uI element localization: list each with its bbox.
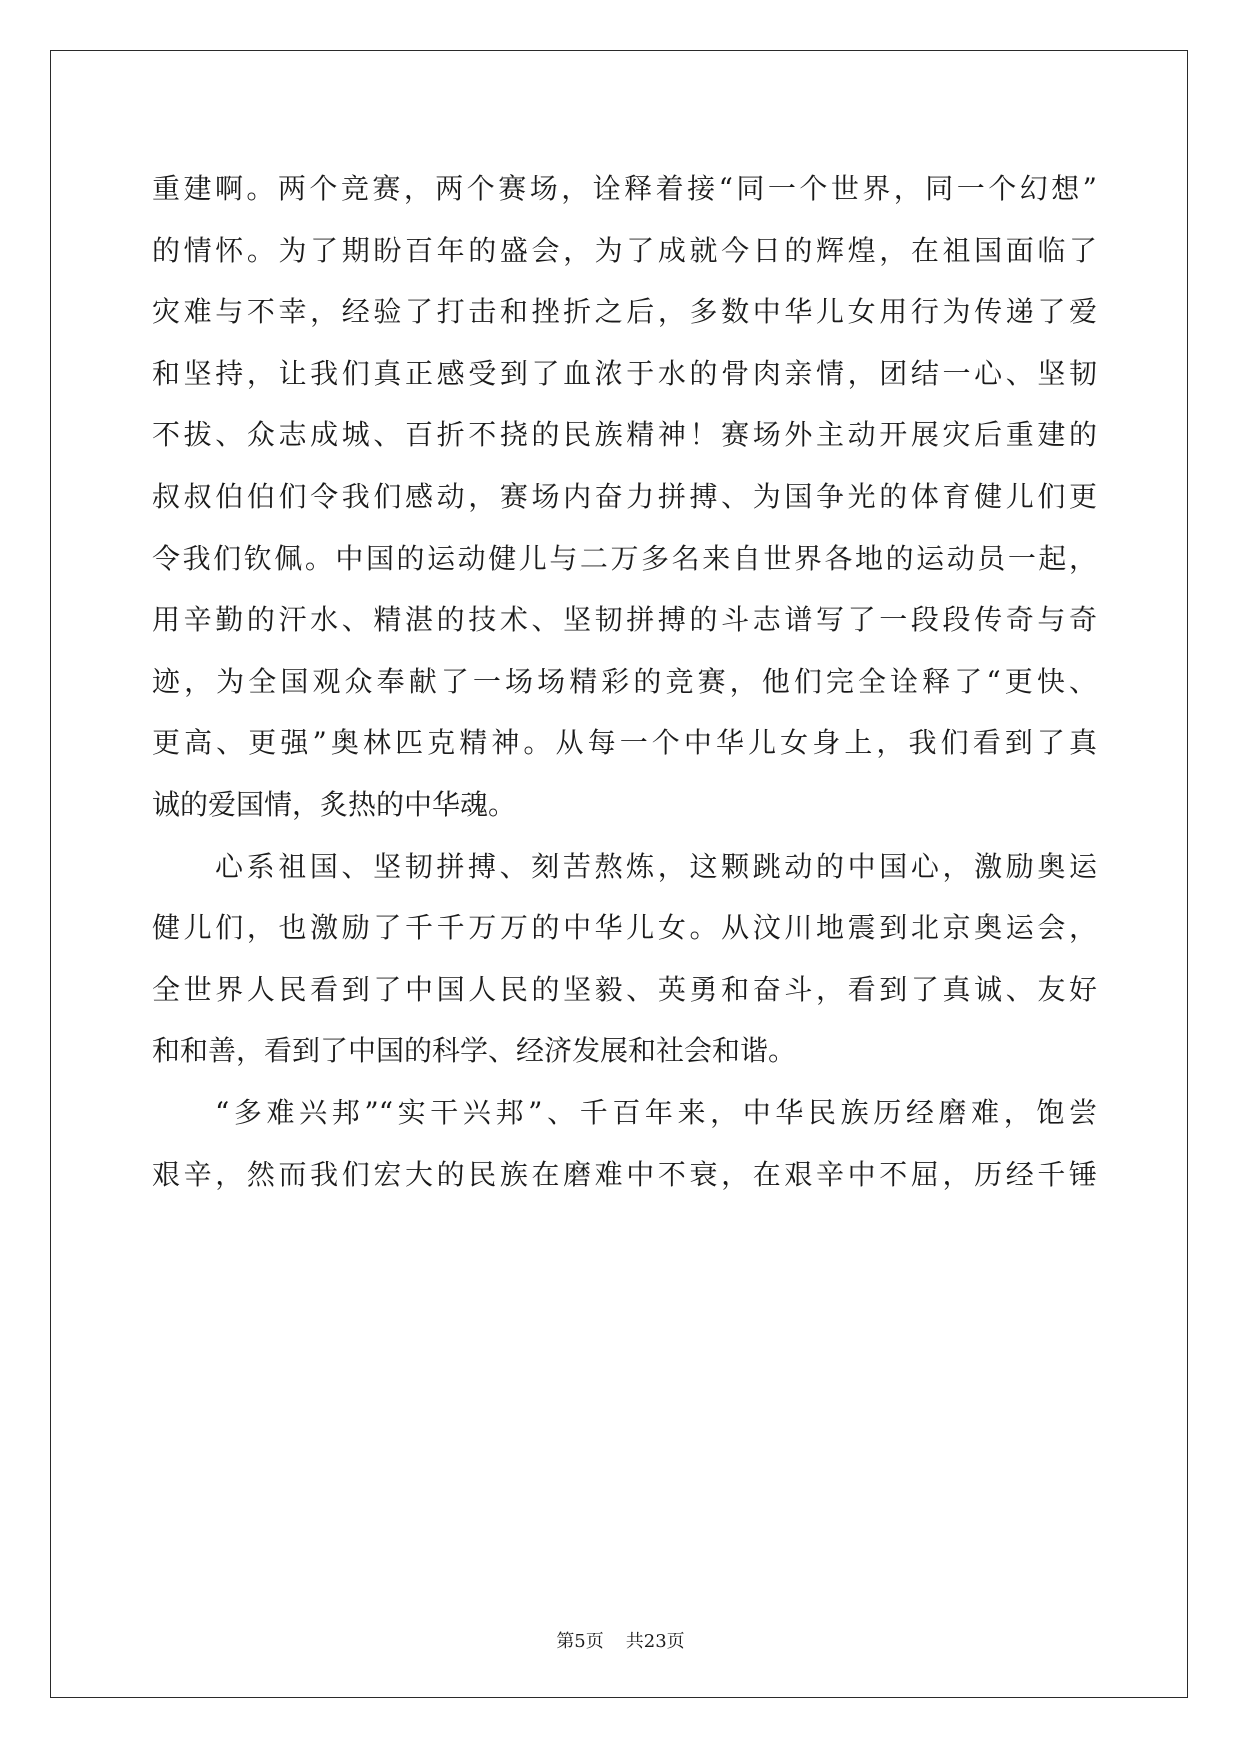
text-line: 令我们钦佩。中国的运动健儿与二万多名来自世界各地的运动员一起，	[152, 541, 1097, 575]
text-line: 健儿们，也激励了千千万万的中华儿女。从汶川地震到北京奥运会，	[152, 911, 1097, 945]
text-line: 全世界人民看到了中国人民的坚毅、英勇和奋斗，看到了真诚、友好	[152, 972, 1097, 1006]
text-line: 不拔、众志成城、百折不挠的民族精神！赛场外主动开展灾后重建的	[152, 418, 1097, 452]
text-line: “多难兴邦”“实干兴邦”、千百年来，中华民族历经磨难，饱尝	[215, 1095, 1097, 1129]
document-body	[152, 158, 1097, 1205]
text-line: 灾难与不幸，经验了打击和挫折之后，多数中华儿女用行为传递了爱	[152, 295, 1097, 329]
text-line: 和坚持，让我们真正感受到了血浓于水的骨肉亲情，团结一心、坚韧	[152, 356, 1097, 390]
text-line: 叔叔伯伯们令我们感动，赛场内奋力拼搏、为国争光的体育健儿们更	[152, 479, 1097, 513]
text-line: 和和善，看到了中国的科学、经济发展和社会和谐。	[152, 1034, 797, 1068]
text-line: 用辛勤的汗水、精湛的技术、坚韧拼搏的斗志谱写了一段段传奇与奇	[152, 603, 1097, 637]
page-footer	[0, 1627, 1241, 1653]
text-line: 更高、更强”奥林匹克精神。从每一个中华儿女身上，我们看到了真	[152, 726, 1097, 760]
text-line: 迹，为全国观众奉献了一场场精彩的竞赛，他们完全诠释了“更快、	[152, 664, 1097, 698]
text-line: 艰辛，然而我们宏大的民族在磨难中不衰，在艰辛中不屈，历经千锤	[152, 1157, 1097, 1191]
text-line: 重建啊。两个竞赛，两个赛场，诠释着接“同一个世界，同一个幻想”	[152, 172, 1097, 205]
text-line: 诚的爱国情，炙热的中华魂。	[152, 787, 517, 821]
text-line: 的情怀。为了期盼百年的盛会，为了成就今日的辉煌，在祖国面临了	[152, 233, 1097, 267]
text-line: 心系祖国、坚韧拼搏、刻苦熬炼，这颗跳动的中国心，激励奥运	[215, 849, 1097, 883]
page-number-current: 第5页	[556, 1631, 604, 1652]
page-number-total: 共23页	[625, 1631, 685, 1652]
